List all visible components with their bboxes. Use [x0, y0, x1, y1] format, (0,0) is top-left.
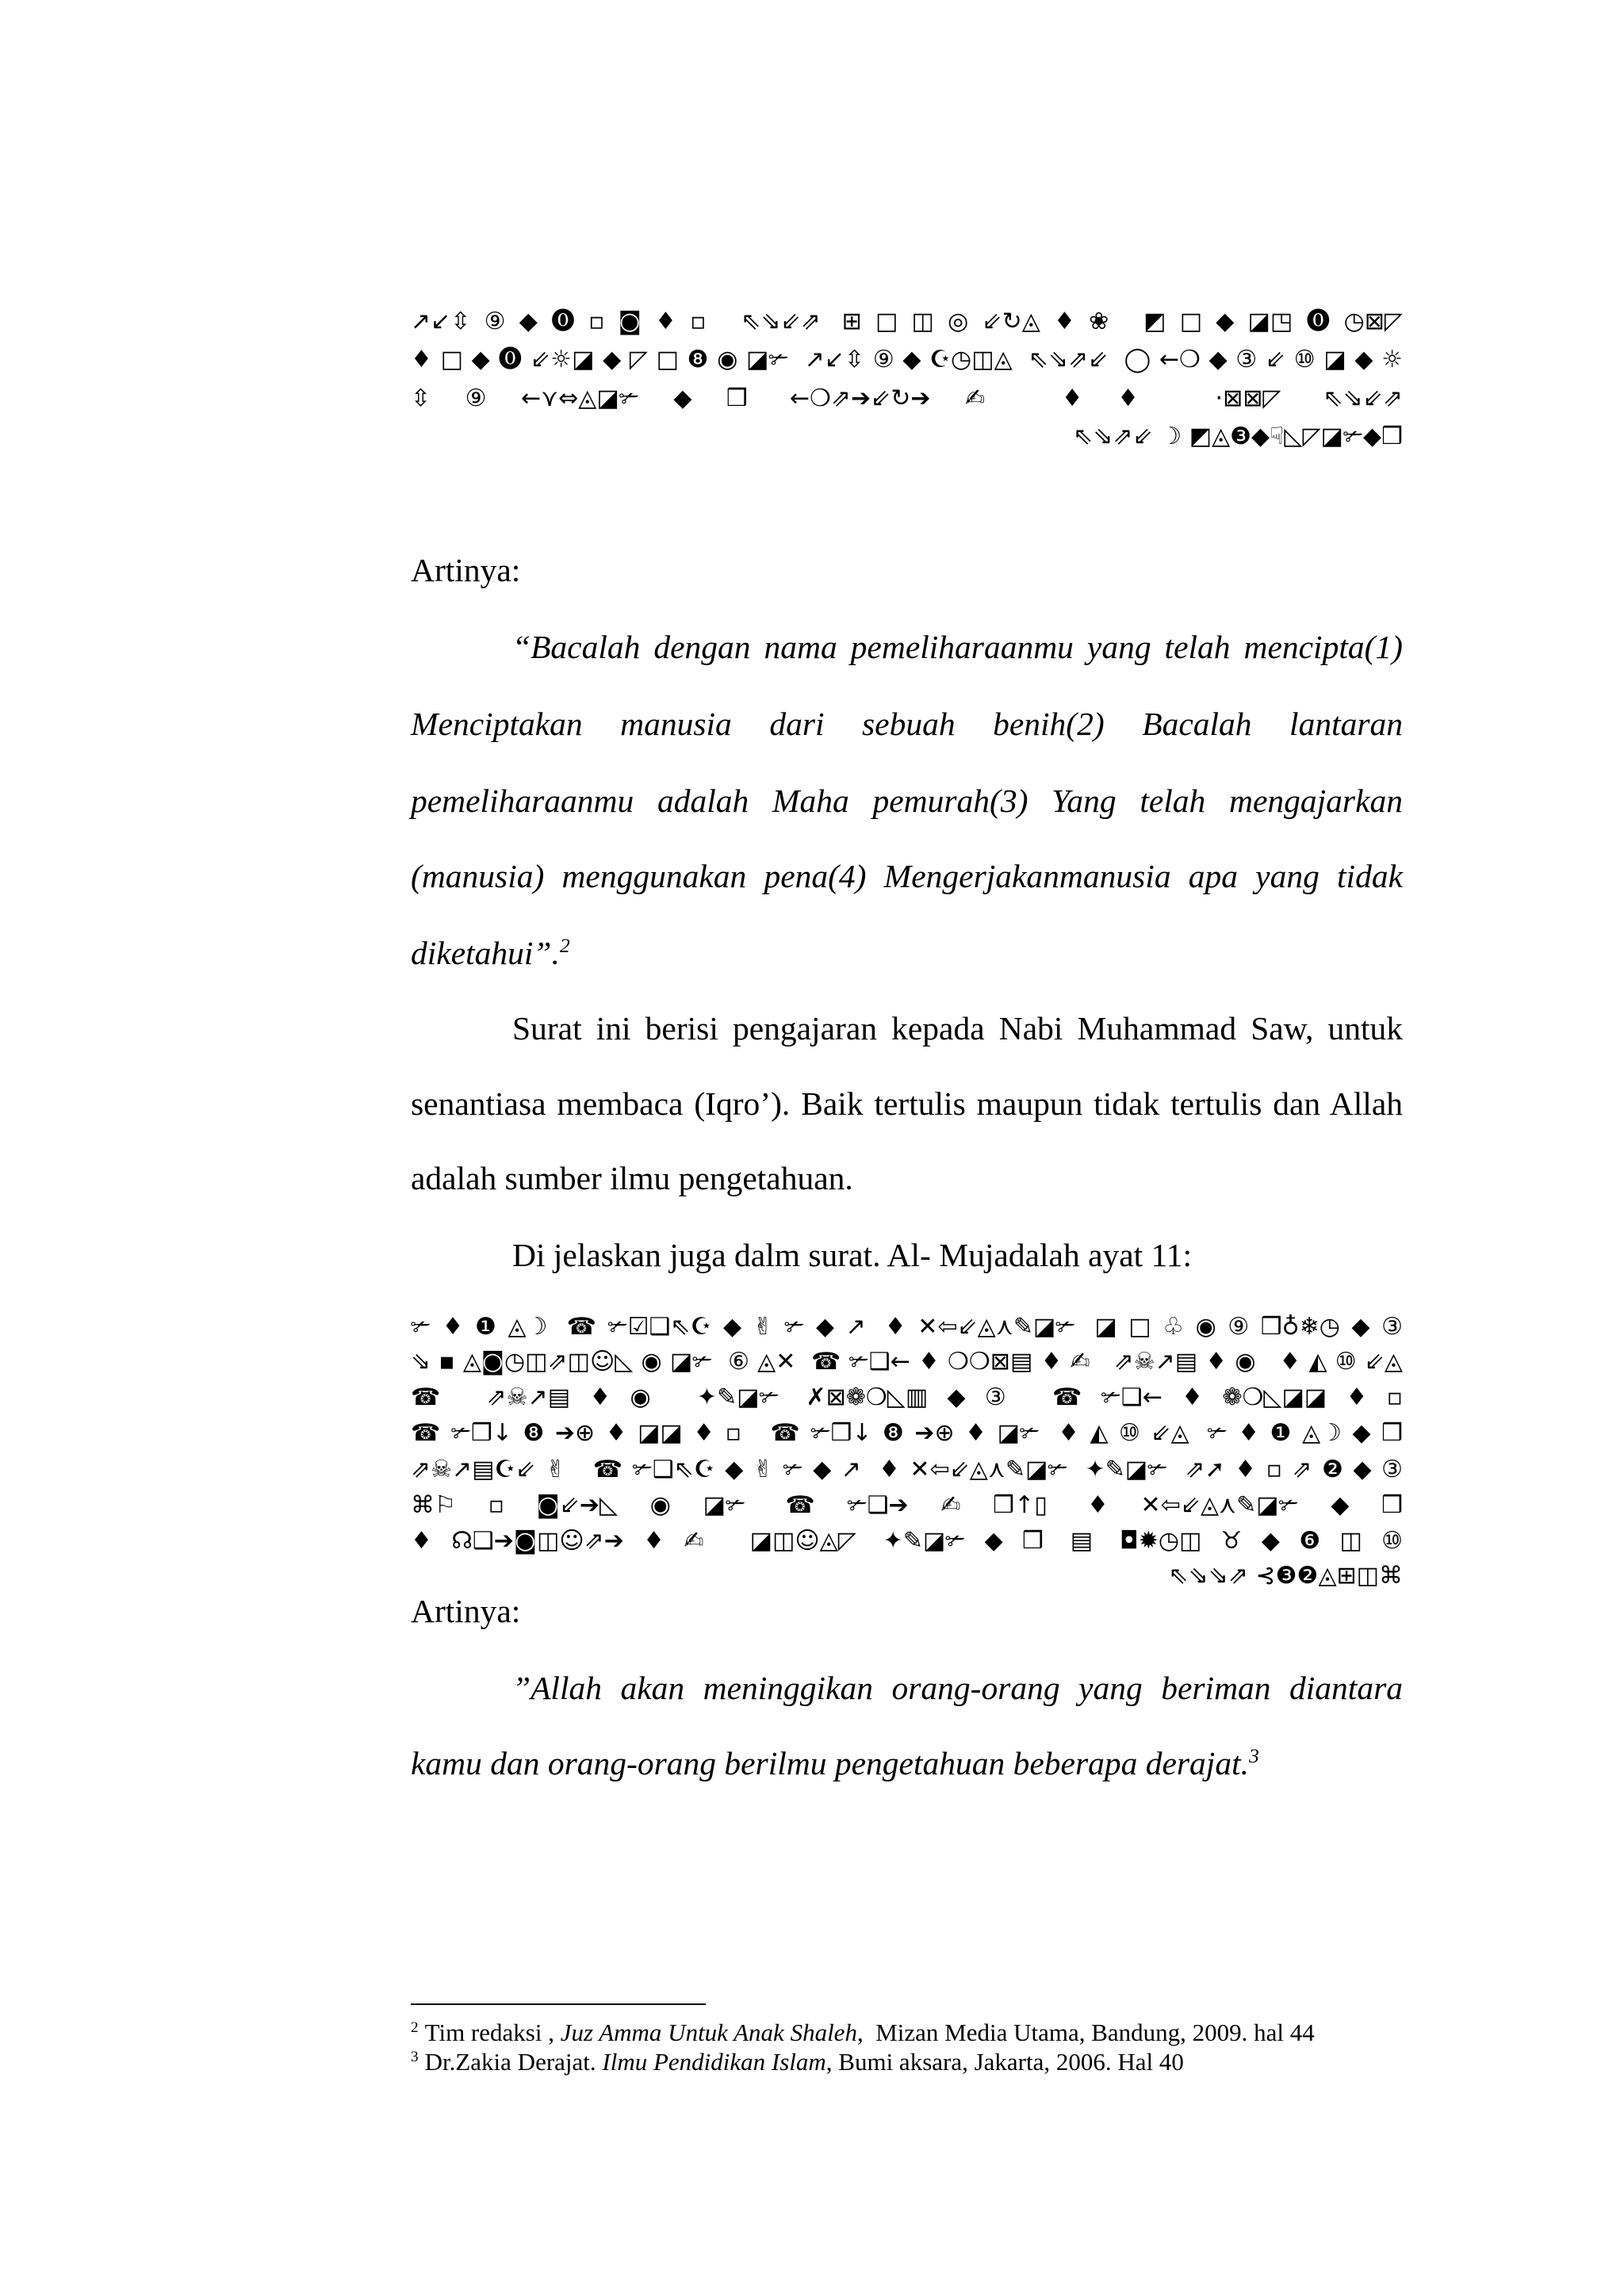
paragraph-line: pemeliharaanmu adalah Maha pemurah(3) Yang telah mengajarkan — [411, 783, 1403, 819]
paragraph-line — [411, 934, 1403, 971]
paragraph-line-text: kamu dan orang-orang berilmu pengetahuan beberapa derajat. — [411, 1745, 1249, 1781]
arabic-verse-line: ♦☊❑➔◙◫☺⇗➔♦✍ ◪◫☺◬◸ ✦✎◪✃◆❒ ▤ ◘✹◷◫♉◆❻◫⑩ — [411, 1527, 1403, 1555]
arabic-verse-line: ⇗☠↗▤☪⇙✌ ☎✃❑⇖☪◆✌✃◆↗ ♦✕⇦⇙◬⋏✎◪✃ ✦✎◪✃ ⇗➚♦▫⇗❷◆③ — [411, 1456, 1403, 1483]
paragraph-line: senantiasa membaca (Iqro’). Baik tertulis maupun tidak tertulis dan Allah — [411, 1085, 1403, 1122]
arabic-verse-line: ⇘▪◬◙◷◫⇗◫☺◺◉◪✃ ⑥◬✕ ☎✃❑←♦❍❍⊠▤♦✍ ⇗☠↗▤♦◉ ♦◭⑩⇙◬ — [411, 1348, 1403, 1376]
paragraph-line: Menciptakan manusia dari sebuah benih(2) Bacalah lantaran — [411, 706, 1403, 742]
paragraph-line: adalah sumber ilmu pengetahuan. — [411, 1160, 853, 1196]
footnote — [411, 2049, 1403, 2074]
footnote-separator — [411, 2003, 706, 2005]
translation-label: Artinya: — [411, 1593, 521, 1629]
paragraph-line: ”Allah akan meninggikan orang-orang yang beriman diantara — [512, 1670, 1403, 1706]
footnote-author: Dr.Zakia Derajat. — [424, 2048, 603, 2076]
arabic-verse-line: ⇖⇘⇗⇙ ☽ ◩◬❸◆☟◺◸◪✃◆❒ — [1073, 423, 1403, 450]
arabic-verse-line: ☎✃❒↓❽➔⊕♦◪◪♦▫ ☎✃❒↓❽➔⊕♦◪✃ ♦◭⑩⇙◬ ✃♦❶◬☽◆❒ — [411, 1419, 1403, 1447]
paragraph-line: Surat ini berisi pengajaran kepada Nabi Muhammad Saw, untuk — [512, 1010, 1403, 1047]
arabic-verse-line: ☎ ⇗☠↗▤♦◉ ✦✎◪✃ ✗⊠❁❍◺▥◆③ ☎✃❑←♦❁❍◺◪◪♦▫ — [411, 1383, 1403, 1411]
intro-paragraph-mujadalah: Di jelaskan juga dalm surat. Al- Mujadalah ayat 11: — [512, 1237, 1193, 1273]
footnote-reference: 3 — [1248, 1744, 1259, 1768]
arabic-verse-line: ⇖⇘⇘⇗ ⊰❸❷◬⊞◫⌘ — [1168, 1562, 1403, 1590]
footnote-title: Juz Amma Untuk Anak Shaleh — [560, 2019, 857, 2046]
arabic-verse-line: ↗↙⇳⑨◆⓿▫◙♦▫ ⇖⇘⇙⇗ ⊞□◫◎⇙↻◬♦❀ ◩□◆◪◳⓿◷⊠◸ — [411, 308, 1403, 335]
arabic-verse-line: ⇳⑨←⋎⇔◬◪✃◆❒ ←❍⇗➔⇙↻➔✍ ♦♦ ·⊠⊠◸ ⇖⇘⇙⇗ — [411, 385, 1403, 412]
arabic-verse-line: ✃♦❶◬☽ ☎✃☑❑⇖☪◆✌✃◆↗ ♦✕⇦⇙◬⋏✎◪✃ ◪□♧◉⑨❒♁❄◷◆③ — [411, 1313, 1403, 1341]
footnote-number: 3 — [411, 2048, 419, 2065]
footnote-author: Tim redaksi , — [424, 2019, 561, 2046]
arabic-verse-line: ♦□◆⓿⇙☼◪◆◸□❽◉◪✃ ↗↙⇳⑨◆☪◷◫◬ ⇖⇘⇗⇙ ◯←❍◆③⇙⑩◪◆☼ — [411, 346, 1403, 373]
footnote-publisher: , Bumi aksara, Jakarta, 2006. Hal 40 — [825, 2048, 1184, 2076]
paragraph-line: (manusia) menggunakan pena(4) Mengerjakanmanusia apa yang tidak — [411, 858, 1403, 894]
paragraph-line: “Bacalah dengan nama pemeliharaanmu yang telah mencipta(1) — [512, 629, 1403, 665]
translation-label: Artinya: — [411, 552, 521, 588]
footnote — [411, 2020, 1403, 2045]
footnote-number: 2 — [411, 2019, 419, 2036]
arabic-verse-line: ⌘⚐▫◙⇙➔◺◉◪✃ ☎✃❑➔✍❒↑▯ ♦✕⇦⇙◬⋏✎◪✃◆❒ — [411, 1491, 1403, 1519]
footnote-title: Ilmu Pendidikan Islam — [602, 2048, 826, 2076]
paragraph-line-text: diketahui”. — [411, 935, 560, 971]
paragraph-line — [411, 1744, 1403, 1781]
footnote-reference: 2 — [559, 934, 570, 958]
footnote-publisher: , Mizan Media Utama, Bandung, 2009. hal 44 — [856, 2019, 1315, 2046]
